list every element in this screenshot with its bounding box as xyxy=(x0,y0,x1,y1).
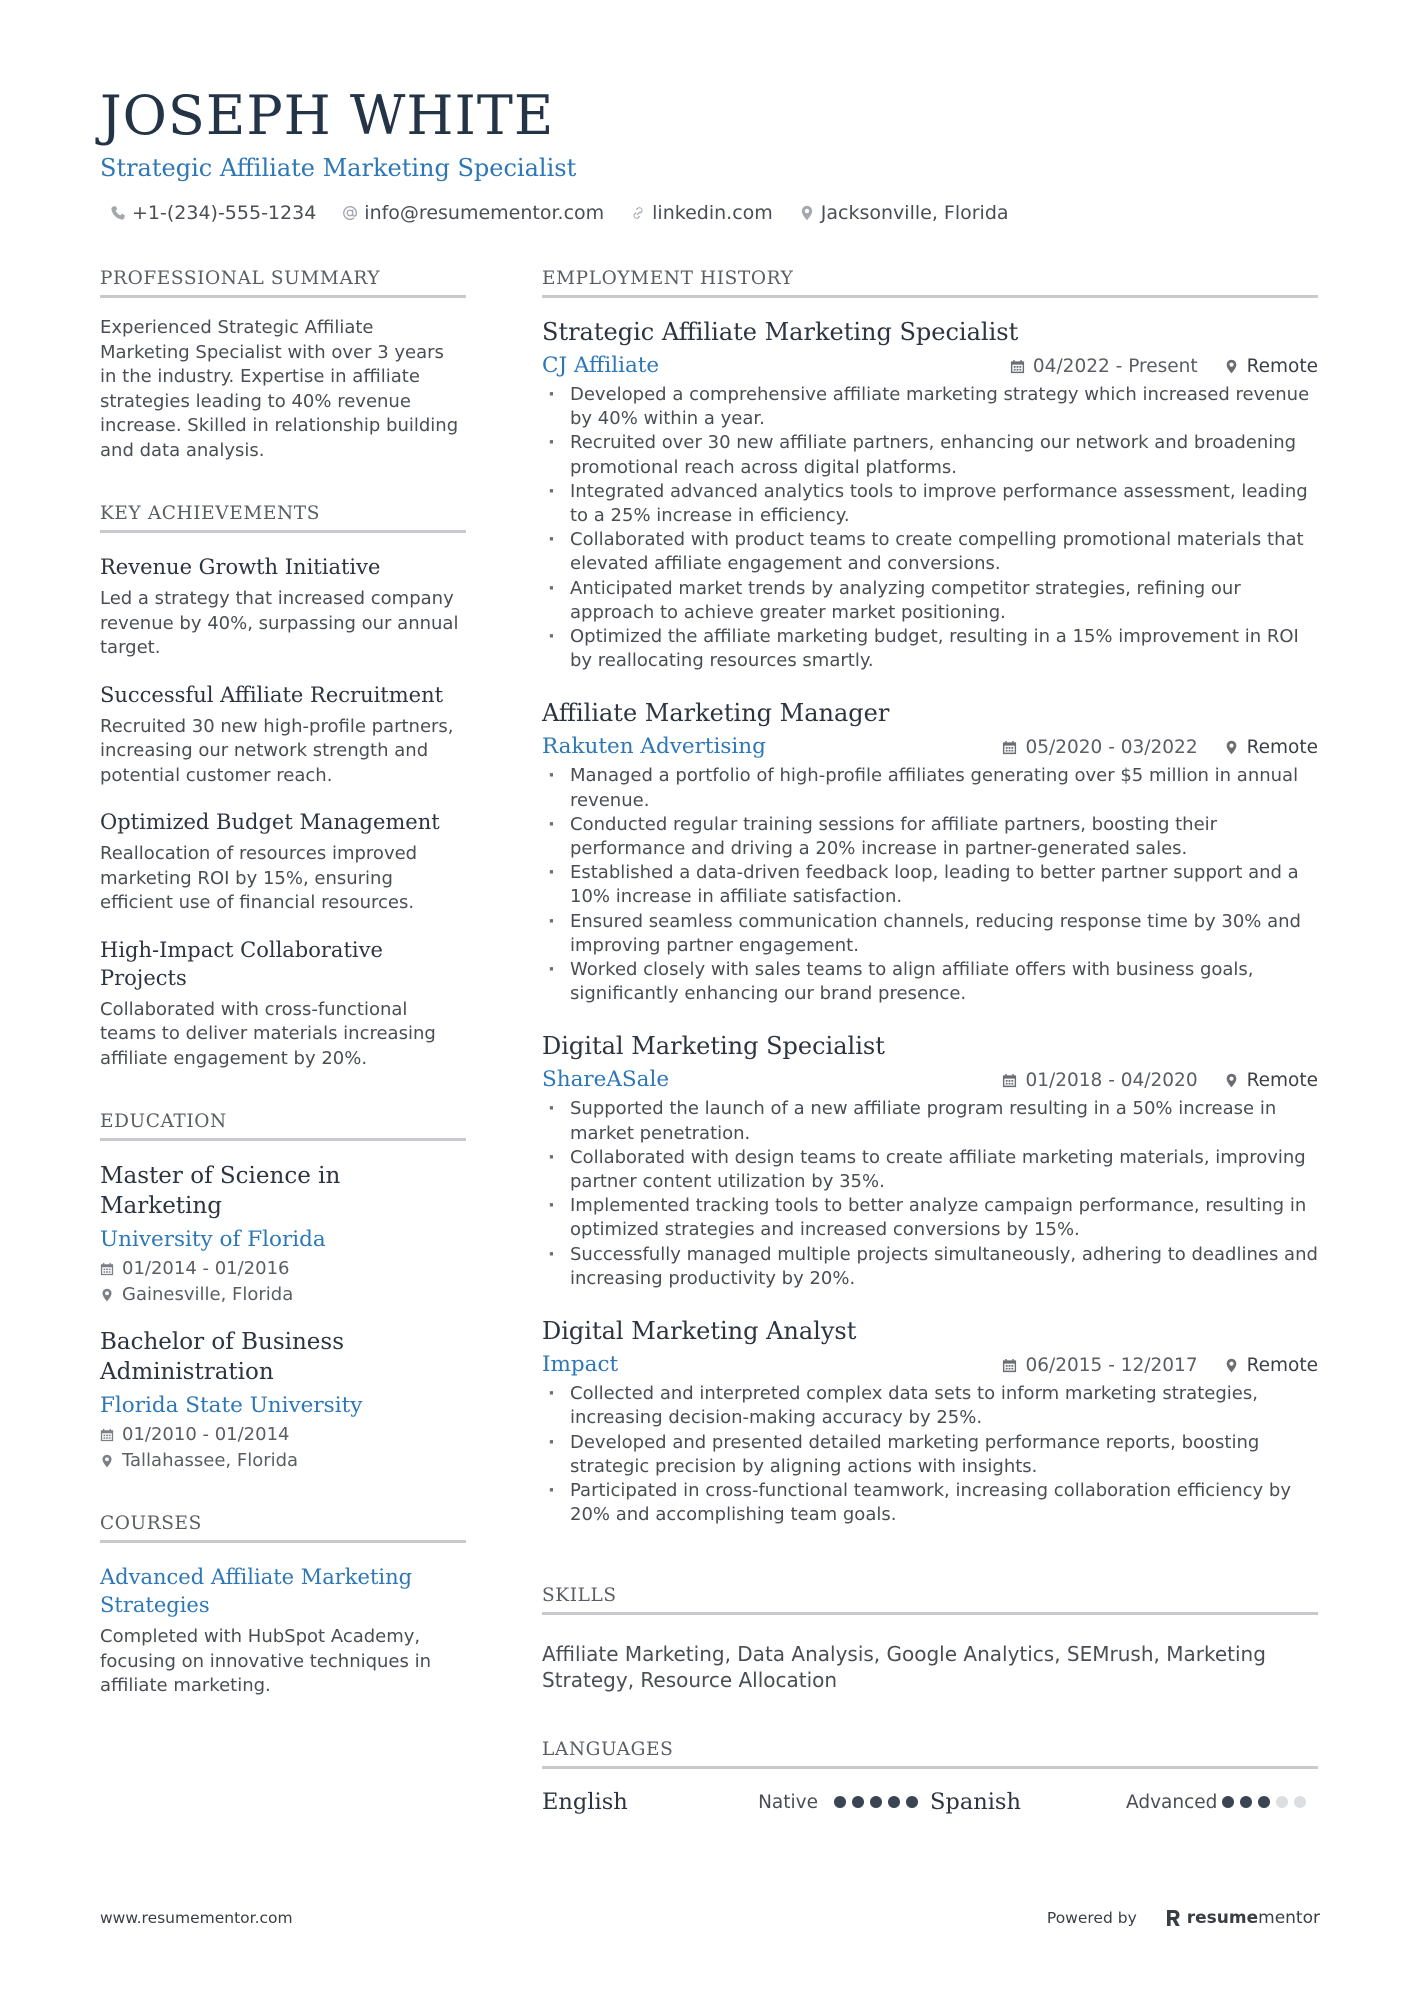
list-item: · Implemented tracking tools to better analyze campaign performance, resulting in optimized strategies and increased conversions by 15%. xyxy=(542,1194,1318,1242)
language-item xyxy=(930,1789,1318,1815)
school: Florida State University xyxy=(100,1393,363,1418)
location-text: Remote xyxy=(1246,1069,1318,1091)
achievement-title: Optimized Budget Management xyxy=(100,810,440,834)
employment-section xyxy=(542,268,1318,1527)
list-item: · Integrated advanced analytics tools to improve performance assessment, leading to a 25% increase in efficiency. xyxy=(542,480,1318,528)
link-icon xyxy=(630,205,646,221)
section-title: COURSES xyxy=(100,1513,466,1543)
filled-dot xyxy=(834,1796,846,1808)
job-title: Digital Marketing Analyst xyxy=(542,1317,857,1346)
map-pin-icon xyxy=(1224,1358,1239,1373)
job-location xyxy=(1224,1070,1318,1091)
contact-email[interactable] xyxy=(342,202,604,224)
contact-location xyxy=(799,202,1009,224)
map-pin-icon xyxy=(100,1288,114,1302)
brand-bold-text: resume xyxy=(1186,1908,1259,1928)
summary-text: Experienced Strategic Affiliate Marketing Specialist with over 3 years in the industry. Expertise in affiliate strategies leading to 40% revenue increase. Skilled in relationship building and data analysis. xyxy=(100,317,459,461)
footer-website-link[interactable]: www.resumementor.com xyxy=(100,1909,293,1927)
achievement-item xyxy=(100,553,466,661)
achievement-desc: Collaborated with cross-functional teams to deliver materials increasing affiliate engagement by 20%. xyxy=(100,998,436,1069)
filled-dot xyxy=(852,1796,864,1808)
email-text: info@resumementor.com xyxy=(364,202,605,224)
job-meta-row xyxy=(542,733,1318,761)
job-location xyxy=(1224,356,1318,377)
contact-linkedin[interactable] xyxy=(630,202,773,224)
location-text: Remote xyxy=(1246,355,1318,377)
language-name: Spanish xyxy=(930,1789,1021,1816)
course-desc: Completed with HubSpot Academy, focusing on innovative techniques in affiliate marketing. xyxy=(100,1626,432,1696)
location-text: Remote xyxy=(1246,1354,1318,1376)
achievement-desc: Recruited 30 new high-profile partners, increasing our network strength and potential customer reach. xyxy=(100,715,454,786)
degree: Bachelor of Business Administration xyxy=(100,1329,345,1385)
resumementor-logo-icon xyxy=(1165,1909,1181,1927)
school: University of Florida xyxy=(100,1227,326,1252)
edu-dates xyxy=(100,1423,466,1447)
language-level: Native xyxy=(758,1791,818,1813)
section-title: KEY ACHIEVEMENTS xyxy=(100,503,466,533)
phone-text: +1-(234)-555-1234 xyxy=(132,202,317,224)
dates-text: 01/2014 - 01/2016 xyxy=(122,1258,290,1279)
job-location xyxy=(1224,1355,1318,1376)
contact-phone[interactable] xyxy=(110,202,316,224)
job-meta xyxy=(1002,737,1318,758)
courses-section xyxy=(100,1513,466,1699)
candidate-headline: Strategic Affiliate Marketing Specialist xyxy=(100,154,577,182)
list-item: · Recruited over 30 new affiliate partners, enhancing our network and broadening promotional reach across digital platforms. xyxy=(542,431,1318,479)
list-item: · Collected and interpreted complex data sets to inform marketing strategies, increasing decision-making accuracy by 25%. xyxy=(542,1382,1318,1430)
language-item xyxy=(542,1789,930,1815)
job-bullets xyxy=(542,764,1318,1006)
filled-dot xyxy=(870,1796,882,1808)
achievement-title: Successful Affiliate Recruitment xyxy=(100,682,444,707)
job-title: Digital Marketing Specialist xyxy=(542,1032,885,1061)
filled-dot xyxy=(1240,1796,1252,1808)
list-item: · Collaborated with design teams to create affiliate marketing materials, improving partner content utilization by 35%. xyxy=(542,1146,1318,1194)
company-name: CJ Affiliate xyxy=(542,353,660,378)
job-entry xyxy=(542,1030,1318,1291)
dates-text: 06/2015 - 12/2017 xyxy=(1025,1354,1198,1376)
list-item: · Conducted regular training sessions for affiliate partners, boosting their performance and driving a 20% increase in partner-generated sales. xyxy=(542,813,1318,861)
job-meta xyxy=(1010,356,1318,377)
languages-row xyxy=(542,1789,1318,1815)
job-title: Strategic Affiliate Marketing Specialist xyxy=(542,318,1019,346)
job-meta-row xyxy=(542,352,1318,380)
company-name: ShareASale xyxy=(542,1067,670,1093)
section-title: LANGUAGES xyxy=(542,1739,1318,1769)
edu-dates xyxy=(100,1257,466,1281)
proficiency-dots xyxy=(1222,1796,1306,1808)
filled-dot xyxy=(1222,1796,1234,1808)
job-entry xyxy=(542,1315,1318,1527)
list-item: · Managed a portfolio of high-profile affiliates generating over $5 million in annual revenue. xyxy=(542,764,1318,812)
job-entry xyxy=(542,316,1318,673)
language-name: English xyxy=(542,1789,628,1816)
education-section xyxy=(100,1111,466,1473)
section-title: EDUCATION xyxy=(100,1111,466,1141)
location-text: Jacksonville, Florida xyxy=(820,202,1009,224)
map-pin-icon xyxy=(1224,359,1239,374)
job-bullets xyxy=(542,383,1318,673)
filled-dot xyxy=(888,1796,900,1808)
job-meta-row xyxy=(542,1351,1318,1379)
calendar-icon xyxy=(100,1262,114,1276)
candidate-name: JOSEPH WHITE xyxy=(100,84,555,147)
achievement-item xyxy=(100,936,466,1072)
list-item: · Developed and presented detailed marketing performance reports, boosting strategic precision by aligning actions with insights. xyxy=(542,1431,1318,1479)
company-name: Rakuten Advertising xyxy=(542,734,766,760)
job-meta xyxy=(1002,1355,1318,1376)
list-item: · Participated in cross-functional teamwork, increasing collaboration efficiency by 20% and accomplishing team goals. xyxy=(542,1479,1318,1527)
phone-icon xyxy=(110,205,126,221)
section-title: PROFESSIONAL SUMMARY xyxy=(100,268,466,298)
achievement-desc: Reallocation of resources improved marketing ROI by 15%, ensuring efficient use of financial resources. xyxy=(100,843,418,913)
map-pin-icon xyxy=(1224,740,1239,755)
map-pin-icon xyxy=(799,205,815,221)
achievement-item xyxy=(100,681,466,789)
edu-location xyxy=(100,1283,466,1307)
location-text: Gainesville, Florida xyxy=(122,1284,294,1305)
edu-location xyxy=(100,1449,466,1473)
summary-section xyxy=(100,268,466,463)
location-text: Tallahassee, Florida xyxy=(122,1450,299,1471)
job-dates xyxy=(1002,1355,1197,1376)
achievement-item xyxy=(100,808,466,916)
calendar-icon xyxy=(1002,1358,1017,1373)
left-column xyxy=(100,268,466,1739)
map-pin-icon xyxy=(100,1454,114,1468)
education-item xyxy=(100,1327,466,1473)
dates-text: 01/2010 - 01/2014 xyxy=(122,1424,290,1445)
dates-text: 04/2022 - Present xyxy=(1032,355,1198,377)
list-item: · Worked closely with sales teams to align affiliate offers with business goals, significantly enhancing our brand presence. xyxy=(542,958,1318,1006)
empty-dot xyxy=(1276,1796,1288,1808)
filled-dot xyxy=(1258,1796,1270,1808)
job-bullets xyxy=(542,1382,1318,1527)
achievement-desc: Led a strategy that increased company revenue by 40%, surpassing our annual target. xyxy=(100,588,459,658)
list-item: · Anticipated market trends by analyzing competitor strategies, refining our approach to achieve greater market positioning. xyxy=(542,577,1318,625)
languages-section xyxy=(542,1739,1318,1815)
brand-logo[interactable] xyxy=(1165,1908,1320,1928)
job-bullets xyxy=(542,1097,1318,1291)
calendar-icon xyxy=(100,1428,114,1442)
calendar-icon xyxy=(1002,740,1017,755)
degree: Master of Science in Marketing xyxy=(100,1163,341,1219)
achievement-title: High-Impact Collaborative Projects xyxy=(100,937,383,990)
at-sign-icon xyxy=(342,205,358,221)
job-location xyxy=(1224,737,1318,758)
achievements-section xyxy=(100,503,466,1071)
contact-bar xyxy=(100,202,1320,224)
achievement-title: Revenue Growth Initiative xyxy=(100,555,381,579)
education-item xyxy=(100,1161,466,1307)
job-meta-row xyxy=(542,1066,1318,1094)
list-item: · Ensured seamless communication channels, reducing response time by 30% and improving partner engagement. xyxy=(542,910,1318,958)
map-pin-icon xyxy=(1224,1073,1239,1088)
list-item: · Successfully managed multiple projects simultaneously, adhering to deadlines and increasing productivity by 20%. xyxy=(542,1243,1318,1291)
right-column xyxy=(542,268,1318,1855)
calendar-icon xyxy=(1010,359,1025,374)
job-entry xyxy=(542,697,1318,1006)
list-item: · Established a data-driven feedback loop, leading to better partner support and a 10% increase in affiliate satisfaction. xyxy=(542,861,1318,909)
job-meta xyxy=(1002,1070,1318,1091)
job-dates xyxy=(1002,737,1197,758)
brand-thin-text: mentor xyxy=(1258,1908,1320,1928)
list-item: · Optimized the affiliate marketing budget, resulting in a 15% improvement in ROI by reallocating resources smartly. xyxy=(542,625,1318,673)
course-title: Advanced Affiliate Marketing Strategies xyxy=(100,1565,413,1617)
section-title: EMPLOYMENT HISTORY xyxy=(542,268,1318,298)
job-title: Affiliate Marketing Manager xyxy=(542,699,890,728)
location-text: Remote xyxy=(1246,736,1318,758)
company-name: Impact xyxy=(542,1352,619,1378)
skills-text: Affiliate Marketing, Data Analysis, Google Analytics, SEMrush, Marketing Strategy, Resource Allocation xyxy=(542,1642,1266,1693)
page-footer xyxy=(100,1908,1320,1928)
powered-by-label: Powered by xyxy=(1046,1909,1137,1927)
skills-section xyxy=(542,1585,1318,1693)
powered-by xyxy=(1047,1908,1320,1928)
resume-header xyxy=(100,84,1320,224)
filled-dot xyxy=(906,1796,918,1808)
proficiency-dots xyxy=(834,1796,918,1808)
job-dates xyxy=(1010,356,1198,377)
dates-text: 01/2018 - 04/2020 xyxy=(1025,1069,1198,1091)
section-title: SKILLS xyxy=(542,1585,1318,1615)
list-item: · Developed a comprehensive affiliate marketing strategy which increased revenue by 40% within a year. xyxy=(542,383,1318,431)
language-level: Advanced xyxy=(1126,1791,1218,1813)
job-dates xyxy=(1002,1070,1197,1091)
linkedin-text: linkedin.com xyxy=(652,202,773,224)
empty-dot xyxy=(1294,1796,1306,1808)
dates-text: 05/2020 - 03/2022 xyxy=(1025,736,1198,758)
list-item: · Supported the launch of a new affiliate program resulting in a 50% increase in market penetration. xyxy=(542,1097,1318,1145)
list-item: · Collaborated with product teams to create compelling promotional materials that elevated affiliate engagement and conversions. xyxy=(542,528,1318,576)
calendar-icon xyxy=(1002,1073,1017,1088)
